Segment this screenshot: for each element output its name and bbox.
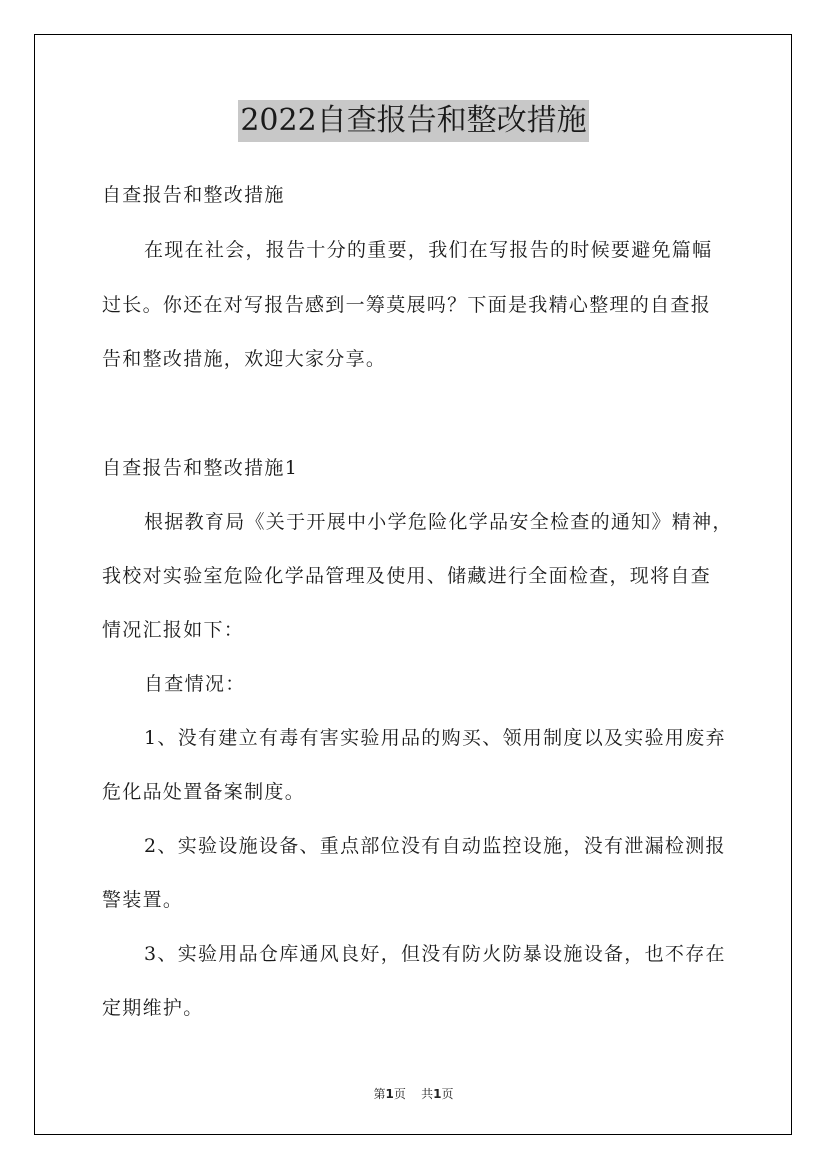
section-heading: 自查报告和整改措施1 [102,457,299,479]
page-number: 第1页 [373,1087,406,1101]
self-check-label: 自查情况： [144,673,246,695]
para1-line-1: 根据教育局《关于开展中小学危险化学品安全检查的通知》精神， [144,511,733,533]
item2-line-1: 2、实验设施设备、重点部位没有自动监控设施，没有泄漏检测报 [144,835,726,857]
para1-line-2: 我校对实验室危险化学品管理及使用、储藏进行全面检查，现将自查 [102,565,712,587]
page-footer [0,1085,827,1102]
intro-line-3: 告和整改措施，欢迎大家分享。 [102,348,387,370]
subtitle: 自查报告和整改措施 [102,184,285,206]
intro-line-1: 在现在社会，报告十分的重要，我们在写报告的时候要避免篇幅 [144,239,713,261]
item2-line-2: 警装置。 [102,889,184,911]
item3-line-1: 3、实验用品仓库通风良好，但没有防火防暴设施设备，也不存在 [144,943,726,965]
page-total: 共1页 [421,1087,454,1101]
item3-line-2: 定期维护。 [102,997,204,1019]
document-body [102,0,733,1170]
para1-line-3: 情况汇报如下： [102,619,245,641]
item1-line-1: 1、没有建立有毒有害实验用品的购买、领用制度以及实验用废弃 [144,727,726,749]
document-title: 2022自查报告和整改措施 [238,100,588,142]
intro-line-2: 过长。你还在对写报告感到一筹莫展吗？下面是我精心整理的自查报 [102,294,712,316]
item1-line-2: 危化品处置备案制度。 [102,781,306,803]
